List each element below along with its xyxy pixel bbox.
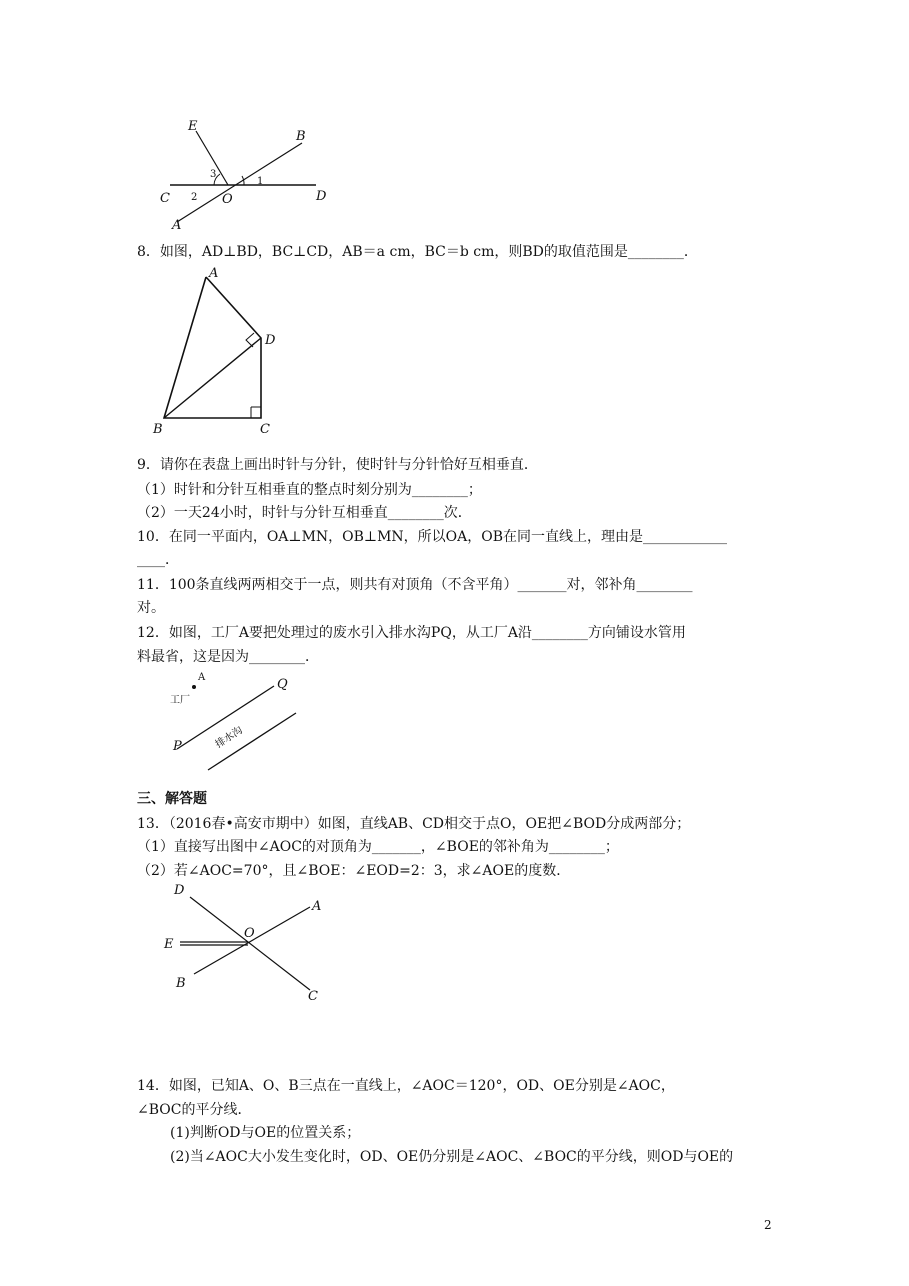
question-11-text: 11．100条直线两两相交于一点，则共有对顶角（不含平角）_______对，邻补角________	[137, 577, 693, 593]
question-13-part-1: （1）直接写出图中∠AOC的对顶角为_______，∠BOE的邻补角为________；	[137, 839, 619, 855]
question-13-part-2: （2）若∠AOC=70°，且∠BOE：∠EOD=2：3，求∠AOE的度数．	[137, 863, 571, 879]
question-9-part-1: （1）时针和分针互相垂直的整点时刻分别为________；	[137, 482, 482, 498]
question-10-continued: ____．	[137, 552, 179, 568]
label-B: B	[296, 129, 306, 144]
label-A: A	[209, 266, 219, 281]
label-E: E	[164, 937, 174, 952]
question-9-part-2: （2）一天24小时，时针与分针互相垂直________次．	[137, 505, 472, 521]
question-14-part-2: (2)当∠AOC大小发生变化时，OD、OE仍分别是∠AOC、∠BOC的平分线，则OD与OE的	[170, 1149, 734, 1165]
label-D: D	[265, 333, 276, 348]
label-A: A	[312, 899, 322, 914]
question-14-part-1: (1)判断OD与OE的位置关系；	[170, 1125, 361, 1141]
question-13-text: 13．（2016春•高安市期中）如图，直线AB、CD相交于点O，OE把∠BOD分成两部分；	[137, 816, 691, 832]
label-A: A	[198, 672, 206, 683]
question-12-text: 12．如图，工厂A要把处理过的废水引入排水沟PQ，从工厂A沿________方向铺设水管用	[137, 625, 686, 641]
section-title: 三、解答题	[137, 791, 207, 807]
label-B: B	[153, 422, 163, 437]
label-O: O	[222, 192, 233, 207]
question-12-continued: 料最省，这是因为________．	[137, 649, 319, 665]
question-11-continued: 对。	[137, 600, 165, 616]
label-A: A	[172, 218, 182, 233]
question-8-text: 8．如图，AD⊥BD，BC⊥CD，AB＝a cm，BC＝b cm，则BD的取值范围是________．	[137, 244, 698, 260]
angle-2-label: 2	[191, 192, 198, 203]
question-10-text: 10．在同一平面内，OA⊥MN，OB⊥MN，所以OA，OB在同一直线上，理由是____________	[137, 529, 728, 545]
label-C: C	[308, 989, 318, 1004]
label-D: D	[316, 189, 327, 204]
label-P: P	[173, 739, 182, 754]
label-C: C	[260, 422, 270, 437]
label-O: O	[244, 926, 255, 941]
label-D: D	[174, 883, 185, 898]
question-9-text: 9．请你在表盘上画出时针与分针，使时针与分针恰好互相垂直．	[137, 457, 538, 473]
question-14-text: 14．如图，已知A、O、B三点在一直线上，∠AOC＝120°，OD、OE分别是∠AOC，	[137, 1078, 675, 1094]
label-E: E	[188, 119, 198, 134]
factory-label: 工厂	[170, 695, 190, 706]
question-14-continued: ∠BOC的平分线．	[137, 1102, 252, 1118]
ditch-label: 排水沟	[213, 724, 245, 751]
angle-3-label: 3	[210, 169, 217, 180]
label-B: B	[176, 976, 186, 991]
label-C: C	[160, 191, 170, 206]
page-number: 2	[764, 1218, 772, 1232]
label-Q: Q	[277, 677, 288, 692]
angle-1-label: 1	[257, 176, 264, 187]
